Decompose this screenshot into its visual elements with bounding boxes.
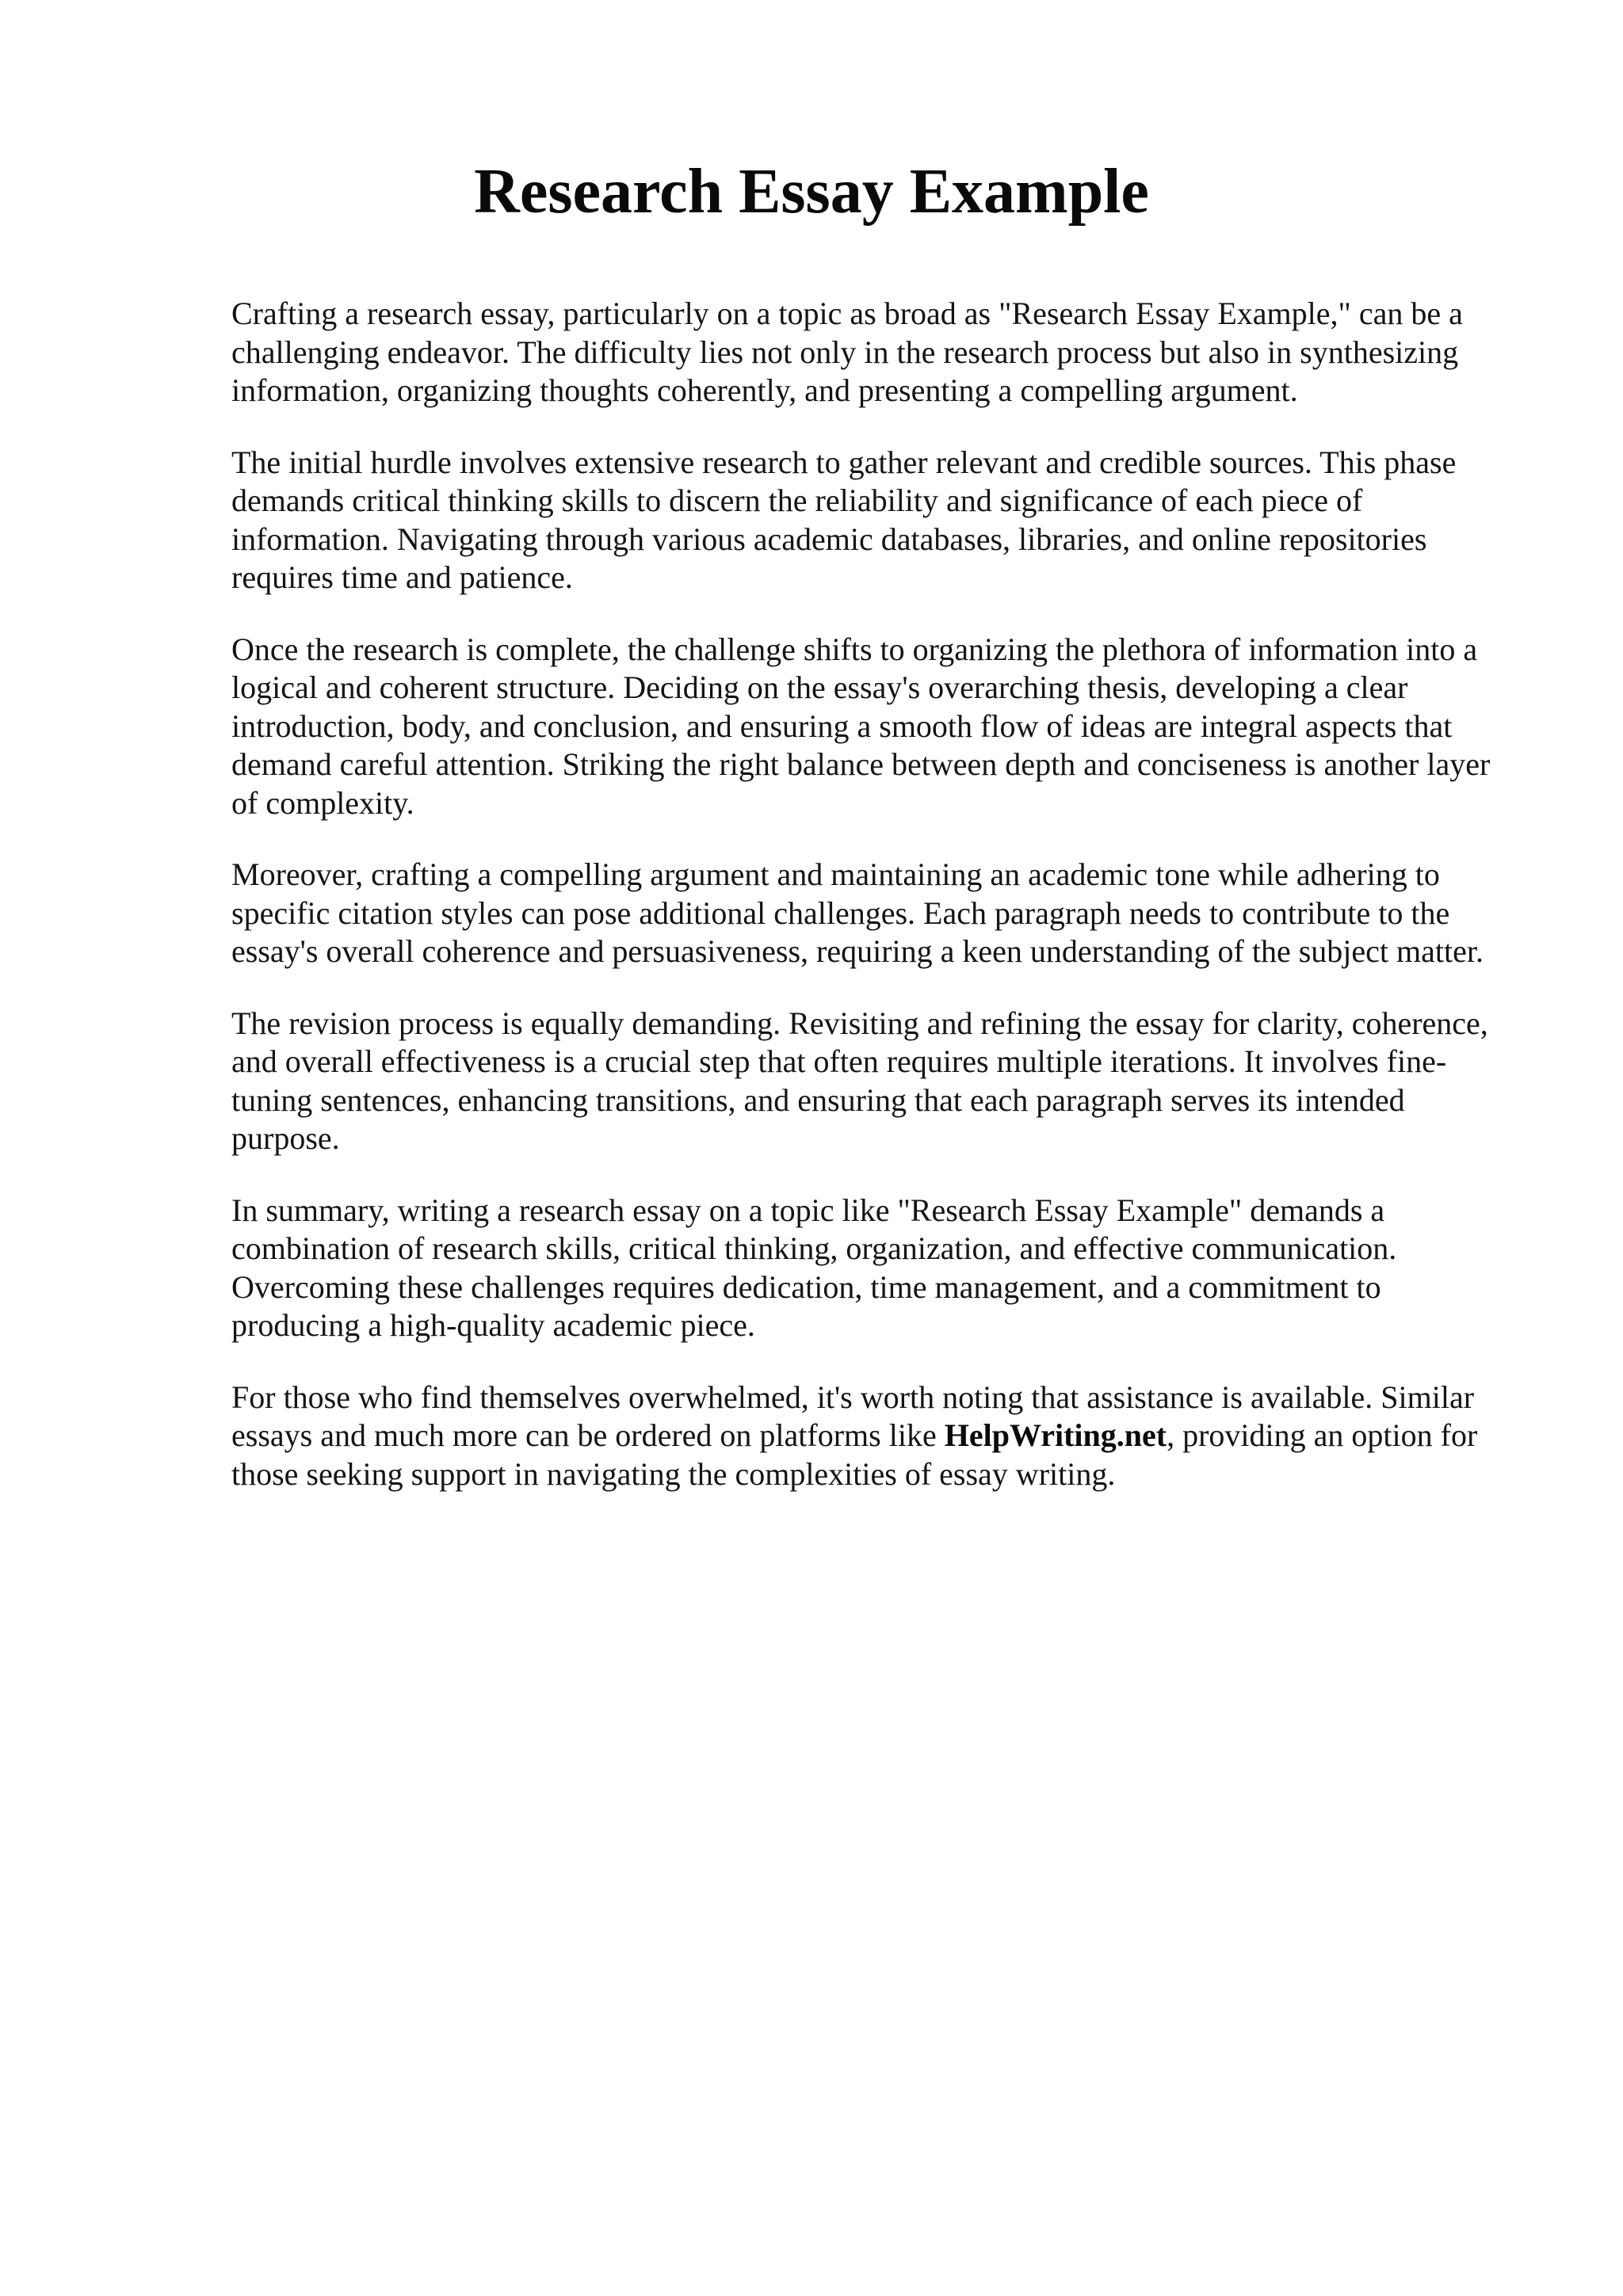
paragraph-research: The initial hurdle involves extensive research to gather relevant and credible sources. This phase demands critical thinking skills to discern the reliability and significance of each piece of information. Navigating through various academic databases, libraries, and online repositories requires time and patience. xyxy=(231,444,1457,595)
paragraph-summary: In summary, writing a research essay on a topic like "Research Essay Example" demands a combination of research skills, critical thinking, organization, and effective communication. Overcoming these challenges requires dedication, time management, and a commitment to producing a high-quality academic piece. xyxy=(231,1192,1397,1343)
paragraph-intro: Crafting a research essay, particularly on a topic as broad as "Research Essay Example," can be a challenging endeavor. The difficulty lies not only in the research process but also in synthesizing information, organizing thoughts coherently, and presenting a compelling argument. xyxy=(231,296,1463,408)
essay-body xyxy=(231,295,1515,1527)
paragraph-revision: The revision process is equally demanding. Revisiting and refining the essay for clarity, coherence, and overall effectiveness is a crucial step that often requires multiple iterations. It involves fine-tuning sentences, enhancing transitions, and ensuring that each paragraph serves its intended purpose. xyxy=(231,1005,1488,1156)
paragraph-argument: Moreover, crafting a compelling argument and maintaining an academic tone while adhering to specific citation styles can pose additional challenges. Each paragraph needs to contribute to the essay's overall coherence and persuasiveness, requiring a keen understanding of the subject matter. xyxy=(231,856,1484,969)
paragraph-organization: Once the research is complete, the challenge shifts to organizing the plethora of information into a logical and coherent structure. Deciding on the essay's overarching thesis, developing a clear introduction, body, and conclusion, and ensuring a smooth flow of ideas are integral aspects that demand careful attention. Striking the right balance between depth and conciseness is another layer of complexity. xyxy=(231,631,1491,821)
closing-text-after: , providing an option for those seeking support in navigating the complexities of essay writing. xyxy=(231,1417,1478,1492)
closing-text-before: For those who find themselves overwhelmed, it's worth noting that assistance is available. Similar essays and much more can be ordered on platforms like xyxy=(231,1379,1475,1453)
brand-name: HelpWriting.net xyxy=(944,1417,1167,1453)
page-title: Research Essay Example xyxy=(474,157,1149,227)
paragraph-closing xyxy=(231,1379,1515,1494)
